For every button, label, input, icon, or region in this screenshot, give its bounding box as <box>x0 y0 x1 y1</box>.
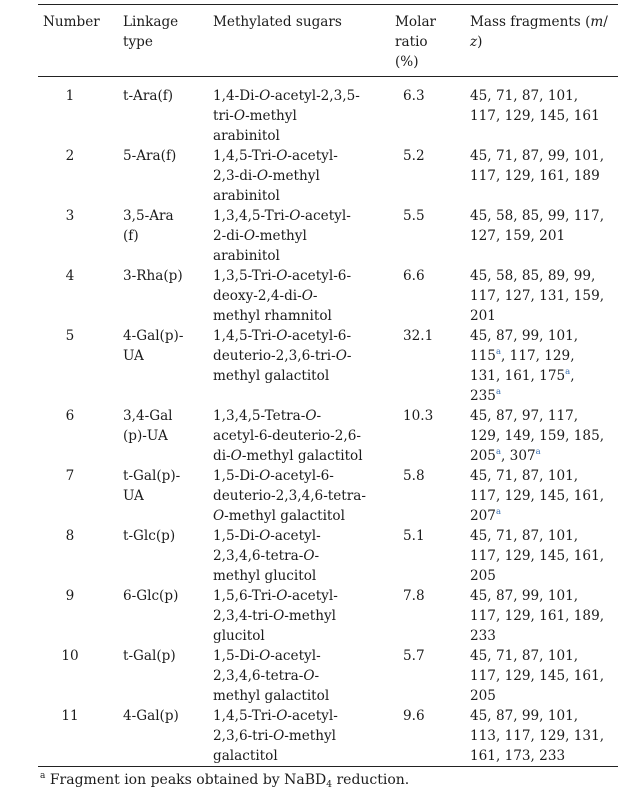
table-header-rule <box>38 76 618 77</box>
row-linkage: 5-Ara(f) <box>123 148 177 164</box>
row-molar: 5.5 <box>403 208 425 224</box>
row-molar: 5.1 <box>403 528 425 544</box>
row-molar: 5.7 <box>403 648 425 664</box>
row-linkage: 3-Rha(p) <box>123 268 183 284</box>
row-mass: 45, 71, 87, 101, 117, 129, 145, 161 <box>470 88 600 124</box>
row-molar: 9.6 <box>403 708 425 724</box>
footnote-marker: a <box>40 771 46 781</box>
row-linkage: t-Glc(p) <box>123 528 176 544</box>
row-number: 4 <box>65 268 75 284</box>
row-linkage: t-Gal(p) <box>123 648 176 664</box>
row-mass: 45, 71, 87, 101, 117, 129, 145, 161, 205 <box>470 528 605 584</box>
row-molar: 10.3 <box>403 408 434 424</box>
row-molar: 5.2 <box>403 148 425 164</box>
row-mass: 45, 71, 87, 101, 117, 129, 145, 161, 205 <box>470 648 605 704</box>
row-number: 10 <box>61 648 79 664</box>
row-sugar: 1,3,5-Tri-O-acetyl-6- deoxy-2,4-di-O- methyl rhamnitol <box>213 268 352 324</box>
footnote-text: Fragment ion peaks obtained by NaBD$_4$ reduction. <box>49 772 410 790</box>
row-number: 11 <box>61 708 79 724</box>
row-linkage: t-Gal(p)- UA <box>123 468 181 504</box>
row-mass: 45, 87, 99, 101, 113, 117, 129, 131, 161, 173, 233 <box>470 708 605 764</box>
table-bottom-rule <box>38 766 618 767</box>
row-number: 3 <box>65 208 75 224</box>
row-linkage: 4-Gal(p) <box>123 708 179 724</box>
row-number: 2 <box>65 148 75 164</box>
row-molar: 6.6 <box>403 268 425 284</box>
row-linkage: 4-Gal(p)- UA <box>123 328 184 364</box>
row-linkage: t-Ara(f) <box>123 88 174 104</box>
row-linkage: 3,4-Gal (p)-UA <box>123 408 173 444</box>
row-linkage: 3,5-Ara (f) <box>123 208 174 244</box>
header-linkage: Linkage type <box>123 14 179 50</box>
row-sugar: 1,5-Di-O-acetyl- 2,3,4,6-tetra-O- methyl galactitol <box>213 648 330 704</box>
row-mass: 45, 58, 85, 89, 99, 117, 127, 131, 159, 201 <box>470 268 605 324</box>
row-mass: 45, 87, 97, 117, 129, 149, 159, 185, 205$^a$, 307$^a$ <box>470 408 605 464</box>
row-number: 9 <box>65 588 75 604</box>
row-linkage: 6-Glc(p) <box>123 588 179 604</box>
row-molar: 7.8 <box>403 588 425 604</box>
header-molar: Molar ratio (%) <box>395 14 437 70</box>
header-sugars: Methylated sugars <box>213 14 342 30</box>
row-sugar: 1,4,5-Tri-O-acetyl- 2,3-di-O-methyl arabinitol <box>213 148 338 204</box>
row-mass: 45, 71, 87, 101, 117, 129, 145, 161, 207$^a$ <box>470 468 605 524</box>
row-number: 8 <box>65 528 75 544</box>
header-mass: Mass fragments (m/ z) <box>470 14 608 50</box>
footnote <box>40 770 409 790</box>
row-sugar: 1,5-Di-O-acetyl- 2,3,4,6-tetra-O- methyl glucitol <box>213 528 321 584</box>
row-molar: 5.8 <box>403 468 425 484</box>
row-molar: 6.3 <box>403 88 425 104</box>
row-number: 6 <box>65 408 75 424</box>
row-sugar: 1,4,5-Tri-O-acetyl- 2,3,6-tri-O-methyl galactitol <box>213 708 338 764</box>
row-sugar: 1,5-Di-O-acetyl-6- deuterio-2,3,4,6-tetra- O-methyl galactitol <box>213 468 366 524</box>
row-sugar: 1,3,4,5-Tetra-O- acetyl-6-deuterio-2,6- di-O-methyl galactitol <box>213 408 363 464</box>
row-number: 5 <box>65 328 75 344</box>
row-molar: 32.1 <box>403 328 434 344</box>
row-number: 7 <box>65 468 75 484</box>
row-sugar: 1,5,6-Tri-O-acetyl- 2,3,4-tri-O-methyl glucitol <box>213 588 338 644</box>
table-top-rule <box>38 4 618 5</box>
row-mass: 45, 58, 85, 99, 117, 127, 159, 201 <box>470 208 605 244</box>
row-mass: 45, 87, 99, 101, 115$^a$, 117, 129, 131, 161, 175$^a$, 235$^a$ <box>470 328 579 404</box>
row-mass: 45, 87, 99, 101, 117, 129, 161, 189, 233 <box>470 588 605 644</box>
row-mass: 45, 71, 87, 99, 101, 117, 129, 161, 189 <box>470 148 605 184</box>
row-number: 1 <box>65 88 75 104</box>
row-sugar: 1,4-Di-O-acetyl-2,3,5- tri-O-methyl arabinitol <box>213 88 360 144</box>
row-sugar: 1,4,5-Tri-O-acetyl-6- deuterio-2,3,6-tri-O- methyl galactitol <box>213 328 352 384</box>
row-sugar: 1,3,4,5-Tri-O-acetyl- 2-di-O-methyl arabinitol <box>213 208 351 264</box>
header-number: Number <box>43 14 100 30</box>
